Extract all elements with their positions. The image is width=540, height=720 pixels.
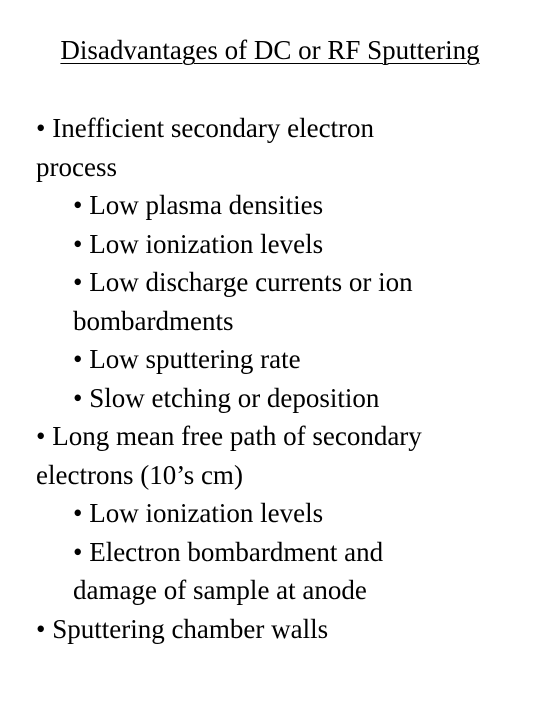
sub-bullet-item: • Low ionization levels [73, 498, 324, 528]
sub-bullet-item-continuation: bombardments [73, 305, 234, 336]
sub-bullet-item: • Low discharge currents or ion [73, 267, 413, 297]
sub-bullet-item: • Slow etching or deposition [73, 382, 380, 413]
sub-bullet-item: • Low plasma densities [73, 190, 324, 220]
bullet-item-continuation: electrons (10’s cm) [36, 459, 243, 490]
bullet-item: • Inefficient secondary electron [36, 113, 375, 143]
bullet-item: • Long mean free path of secondary [36, 421, 422, 451]
slide-title: Disadvantages of DC or RF Sputtering [60, 35, 480, 65]
sub-bullet-item: • Electron bombardment and [73, 536, 384, 567]
sub-bullet-item-continuation: damage of sample at anode [73, 575, 367, 605]
bullet-list [36, 109, 516, 648]
bullet-item-continuation: process [36, 151, 117, 182]
sub-bullet-item: • Low sputtering rate [73, 344, 301, 374]
bullet-item: • Sputtering chamber walls [36, 613, 329, 644]
sub-bullet-item: • Low ionization levels [73, 228, 324, 259]
